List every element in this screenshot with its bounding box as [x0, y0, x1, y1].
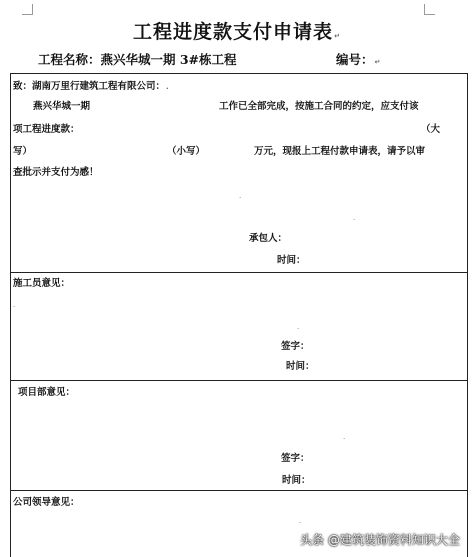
contractor-label: 承包人：: [249, 233, 288, 244]
title-text: 工程进度款支付申请表: [133, 21, 334, 43]
stray-mark: .: [353, 214, 356, 222]
project-name-value: 燕兴华城一期: [33, 101, 91, 112]
amount-lowercase-label: （小写）: [167, 146, 206, 157]
source-watermark: 头条 @建筑装饰资料知识大全: [300, 533, 460, 547]
project-name-line: [38, 50, 237, 68]
stray-mark: .: [299, 517, 302, 525]
document-number-label: 编号：: [336, 52, 374, 67]
construction-time-label: 时间：: [286, 361, 315, 372]
payment-application-form: [10, 73, 468, 557]
construction-sign-label: 签字：: [281, 341, 310, 352]
stray-mark: .: [297, 323, 300, 331]
leader-opinion-label: 公司领导意见：: [13, 497, 80, 508]
paragraph-mark: ↵: [374, 58, 381, 66]
page-corner-top-right: [424, 4, 435, 15]
project-dept-opinion-label: 项目部意见：: [18, 387, 76, 398]
request-review-text: 万元，现报上工程付款申请表，请予以审: [254, 146, 426, 157]
amount-uppercase-close: 写）: [13, 146, 33, 157]
project-name-text: 工程名称：燕兴华城一期 3#栋工程: [38, 52, 237, 67]
stray-mark: .: [13, 301, 16, 309]
paragraph-mark: ↵: [334, 32, 341, 40]
project-dept-sign-label: 签字：: [281, 453, 310, 464]
application-section: [11, 74, 467, 273]
stray-mark: .: [239, 192, 242, 200]
closing-thanks-text: 查批示并支付为感！: [13, 167, 99, 178]
document-title: [0, 17, 474, 44]
project-dept-time-label: 时间：: [282, 475, 311, 486]
project-dept-opinion-section: [11, 381, 467, 491]
salutation-text: 致：湖南万里行建筑工程有限公司：.: [13, 81, 169, 92]
document-number-line: [336, 50, 380, 68]
application-time-label: 时间：: [277, 255, 306, 266]
work-completed-text: 工作已全部完成，按施工合同的约定，应支付该: [219, 101, 419, 112]
construction-opinion-section: [11, 273, 467, 381]
progress-payment-label: 项工程进度款：: [13, 124, 80, 135]
stray-mark: .: [343, 433, 346, 441]
page-corner-top-left: [22, 4, 33, 15]
construction-opinion-label: 施工员意见：: [13, 278, 71, 289]
amount-uppercase-open: （大: [421, 124, 441, 135]
